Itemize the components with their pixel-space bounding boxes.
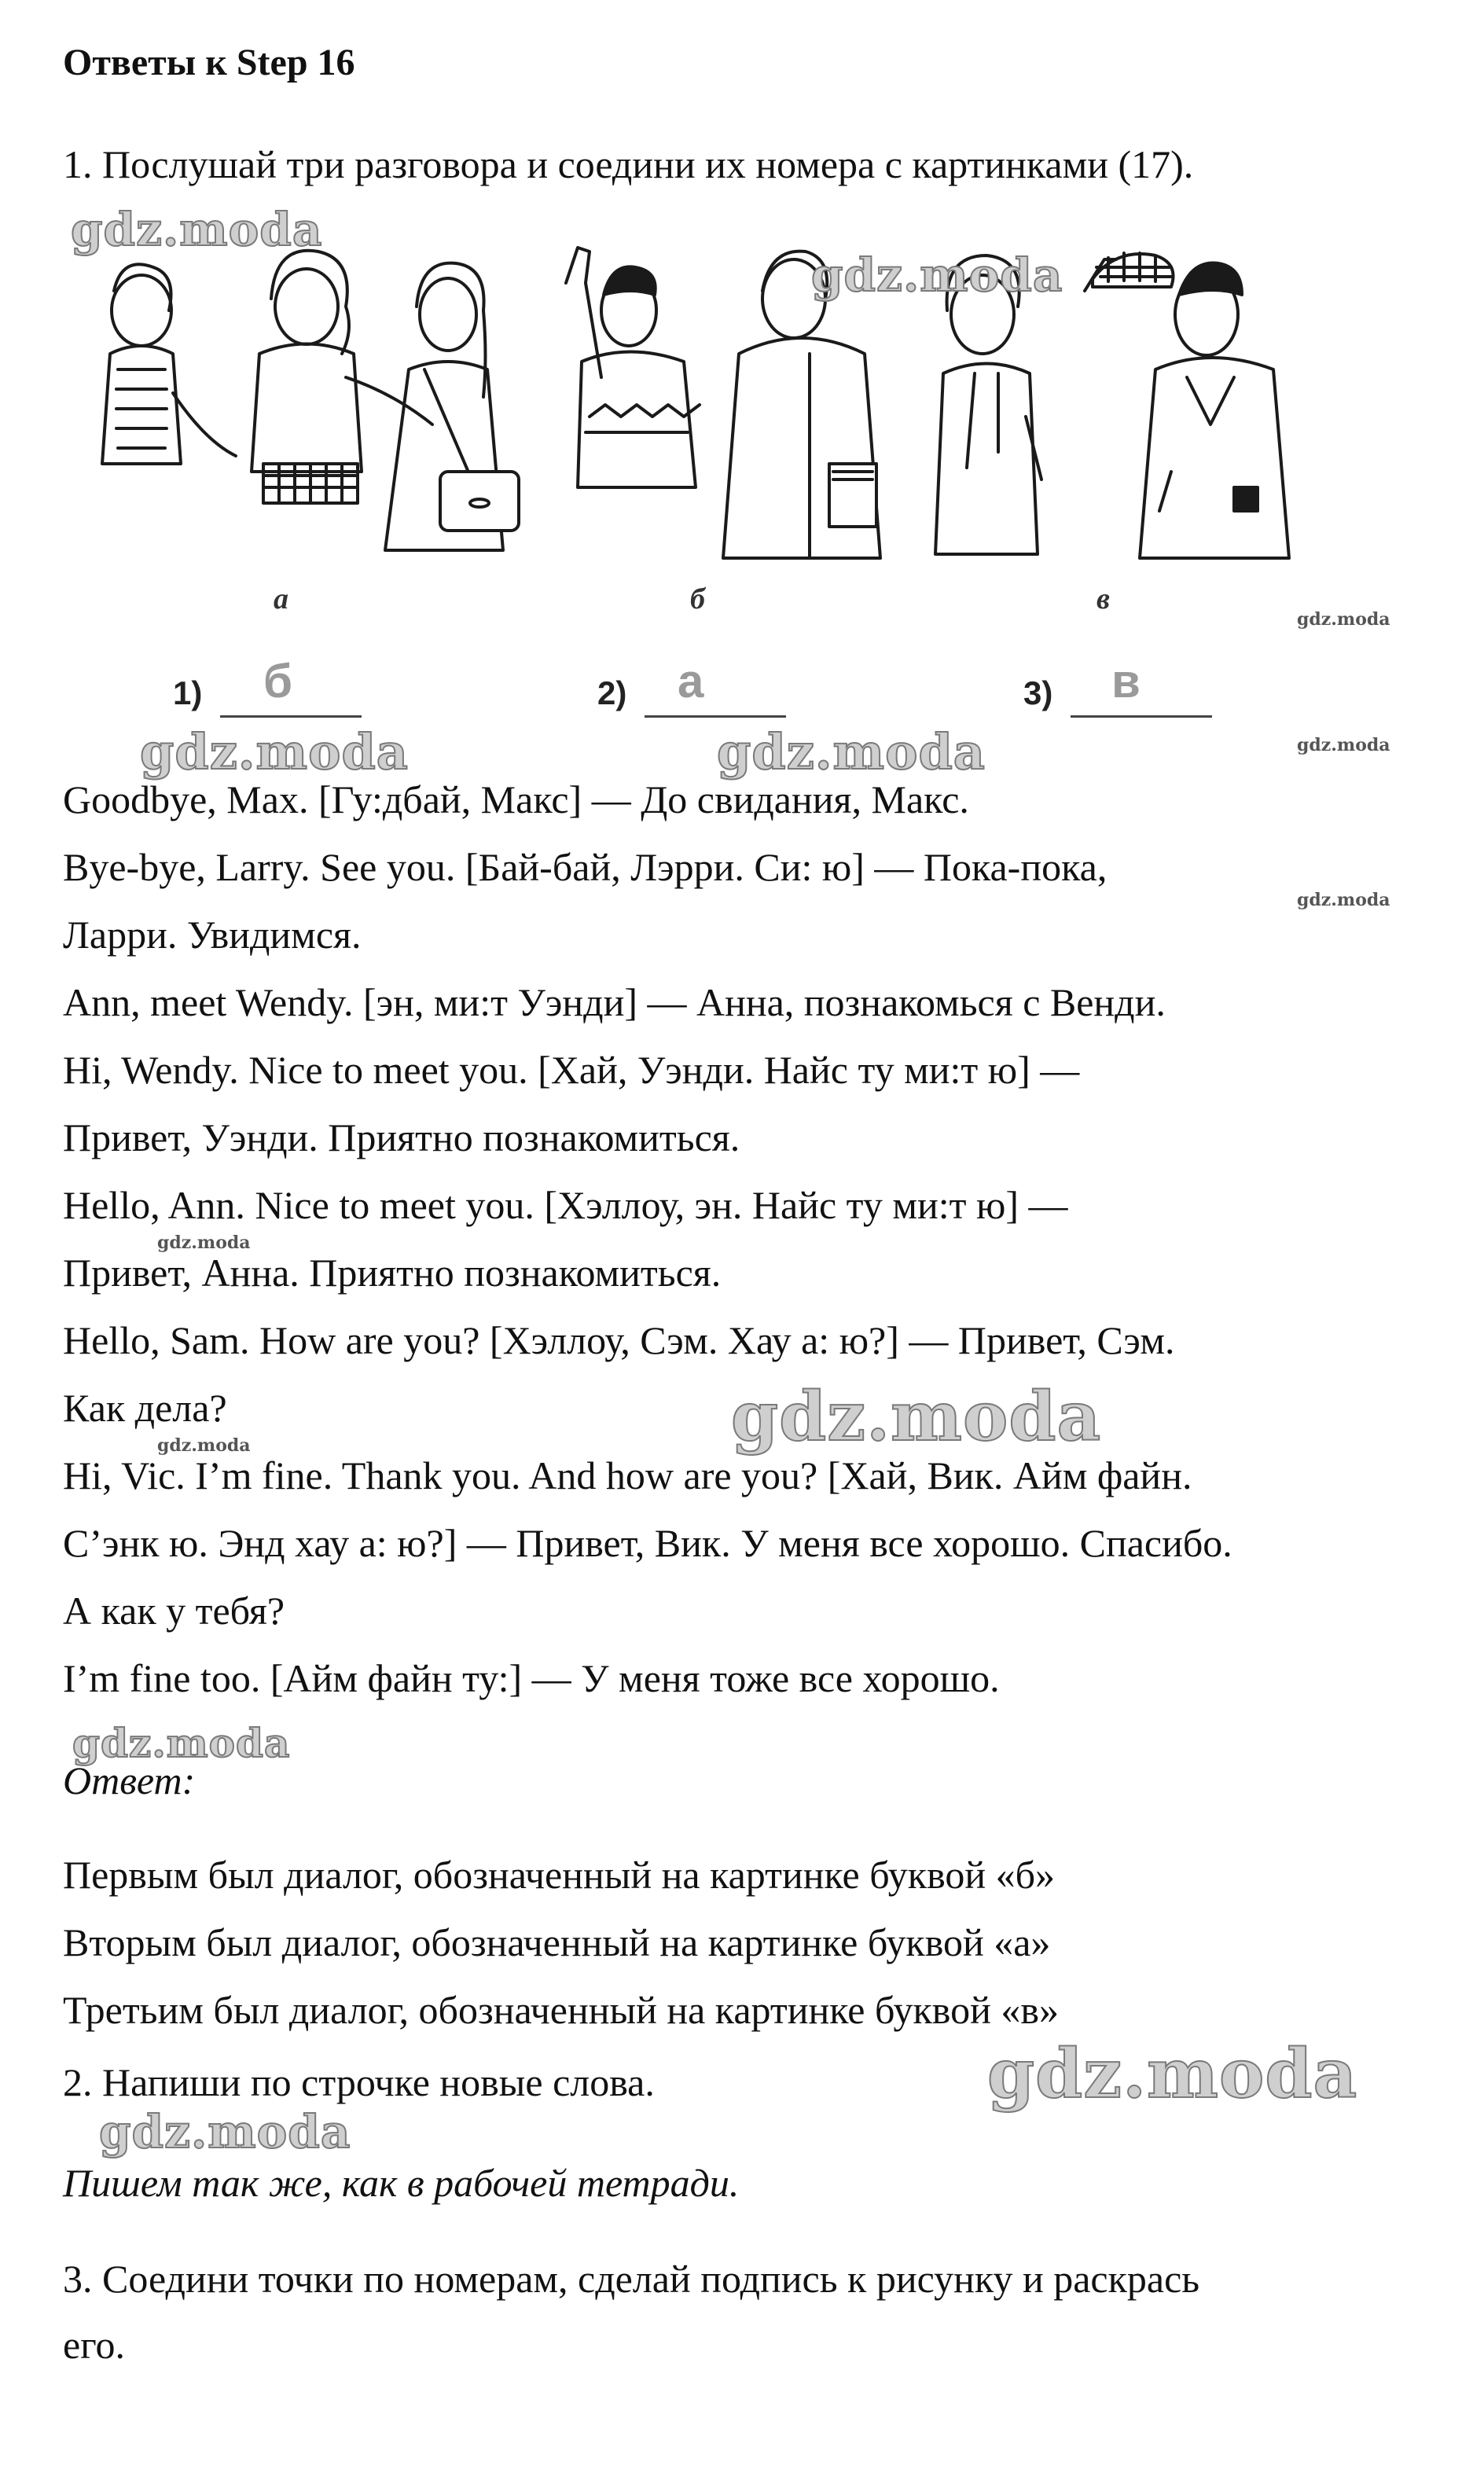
task-2-answer: Пишем так же, как в рабочей тетради. [63, 2161, 740, 2205]
picture-label-b: б [690, 582, 705, 615]
illustration [71, 236, 1336, 566]
watermark-small: gdz.moda [1297, 890, 1390, 910]
dialogue-line: Привет, Анна. Приятно познакомиться. [63, 1251, 722, 1295]
watermark: gdz.moda [987, 2034, 1358, 2114]
dialogue-line: Bye-bye, Larry. See you. [Бай-бай, Лэрри. Си: ю] — Пока-пока, [63, 845, 1107, 889]
match-1-number: 1) [173, 674, 203, 711]
dialogue-line: А как у тебя? [63, 1589, 285, 1633]
task-1-prompt: 1. Послушай три разговора и соедини их номера с картинками (17). [63, 142, 1194, 186]
match-1-line [220, 715, 362, 718]
watermark: gdz.moda [99, 2105, 351, 2159]
answer-label: Ответ: [63, 1758, 196, 1802]
match-2-letter: а [678, 655, 704, 707]
watermark: gdz.moda [811, 248, 1063, 302]
answer-line: Первым был диалог, обозначенный на картинке буквой «б» [63, 1853, 1056, 1897]
dialogue-line: Hello, Sam. How are you? [Хэллоу, Сэм. Хау а: ю?] — Привет, Сэм. [63, 1318, 1175, 1362]
task-3-prompt-line-2: его. [63, 2323, 125, 2367]
match-1-letter: б [263, 655, 293, 707]
dialogue-line: Goodbye, Max. [Гу:дбай, Макс] — До свидания, Макс. [63, 777, 969, 821]
task-3-prompt-line-1: 3. Соедини точки по номерам, сделай подпись к рисунку и раскрась [63, 2257, 1200, 2301]
picture-label-a: а [274, 582, 288, 615]
match-2-number: 2) [597, 674, 627, 711]
dialogue-line: Как дела? [63, 1386, 227, 1430]
dialogue-line: Hi, Wendy. Nice to meet you. [Хай, Уэнди. Найс ту ми:т ю] — [63, 1048, 1080, 1092]
answer-line: Третьим был диалог, обозначенный на картинке буквой «в» [63, 1988, 1059, 2032]
match-3-line [1071, 715, 1212, 718]
watermark: gdz.moda [71, 203, 323, 256]
match-3-letter: в [1111, 655, 1141, 707]
picture-label-c: в [1096, 582, 1110, 615]
watermark-small: gdz.moda [1297, 609, 1390, 630]
match-2-line [645, 715, 786, 718]
watermark: gdz.moda [72, 1720, 291, 1766]
watermark: gdz.moda [140, 723, 409, 781]
dialogue-line: Hi, Vic. I’m fine. Thank you. And how are you? [Хай, Вик. Айм файн. [63, 1453, 1192, 1497]
dialogue-line: Привет, Уэнди. Приятно познакомиться. [63, 1115, 740, 1159]
watermark-small: gdz.moda [157, 1435, 251, 1456]
dialogue-line: Hello, Ann. Nice to meet you. [Хэллоу, эн. Найс ту ми:т ю] — [63, 1183, 1068, 1227]
answer-line: Вторым был диалог, обозначенный на картинке буквой «а» [63, 1920, 1051, 1964]
match-3-number: 3) [1023, 674, 1053, 711]
dialogue-line: С’энк ю. Энд хау а: ю?] — Привет, Вик. У меня все хорошо. Спасибо. [63, 1521, 1232, 1565]
watermark: gdz.moda [731, 1377, 1102, 1457]
watermark-small: gdz.moda [1297, 735, 1390, 755]
page-title: Ответы к Step 16 [63, 42, 355, 83]
watermark: gdz.moda [717, 723, 986, 781]
dialogue-line: Ларри. Увидимся. [63, 913, 362, 957]
dialogue-line: Ann, meet Wendy. [эн, ми:т Уэнди] — Анна, познакомься с Венди. [63, 980, 1166, 1024]
dialogue-line: I’m fine too. [Айм файн ту:] — У меня тоже все хорошо. [63, 1656, 1000, 1700]
watermark-small: gdz.moda [157, 1233, 251, 1253]
task-2-prompt: 2. Напиши по строчке новые слова. [63, 2060, 655, 2104]
picture-a-girls [102, 251, 519, 550]
